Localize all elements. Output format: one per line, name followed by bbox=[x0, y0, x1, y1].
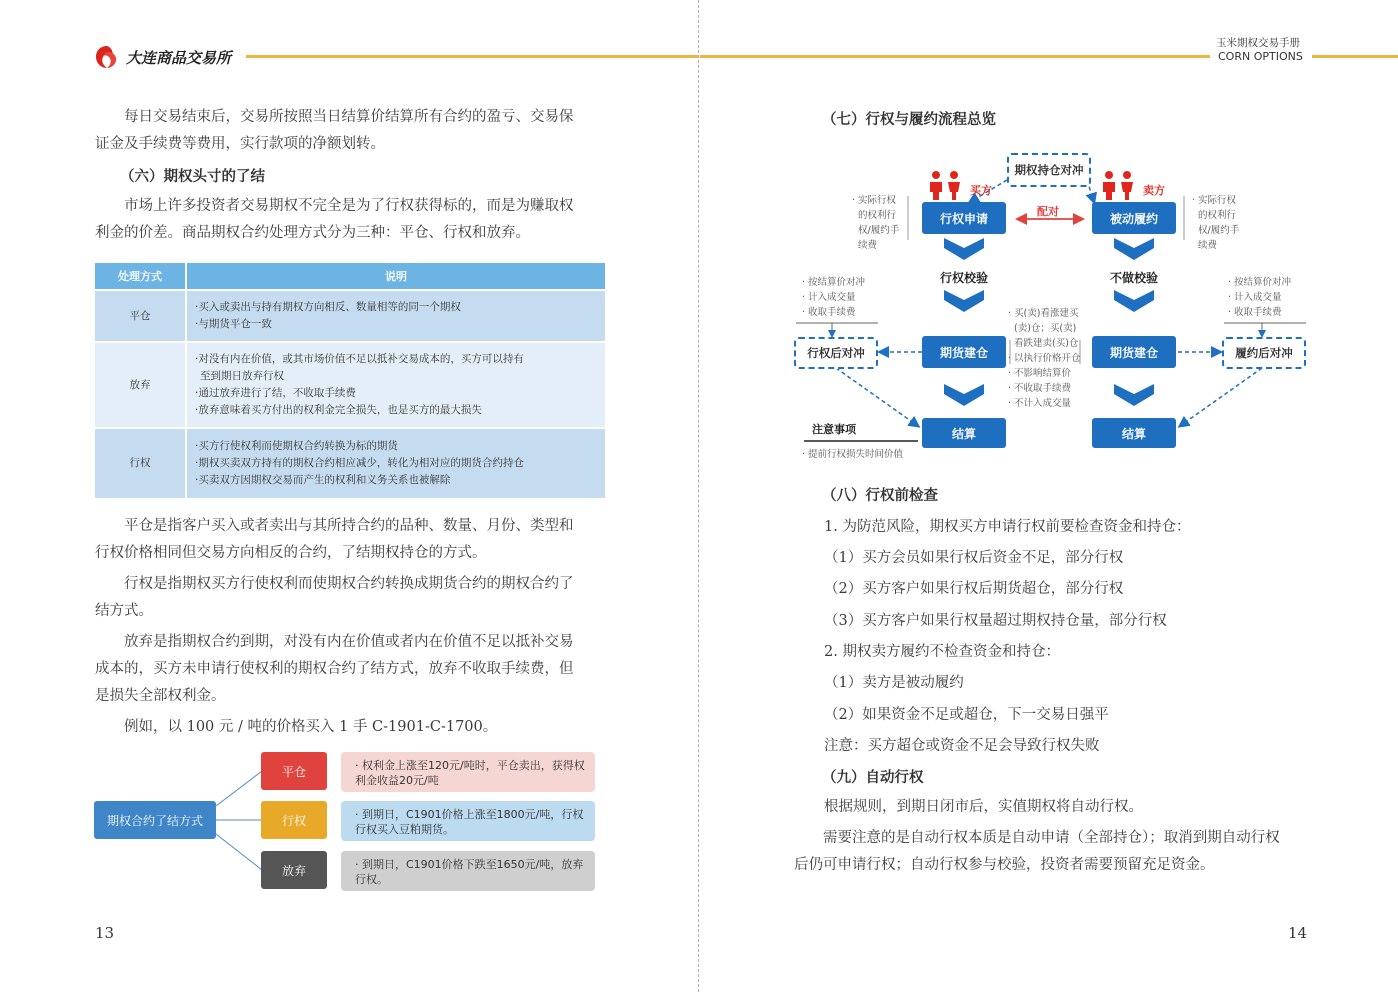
brand-name: 大连商品交易所 bbox=[126, 49, 232, 67]
note-line: 权/履约手 bbox=[858, 225, 900, 236]
header-rule-right-b bbox=[1312, 55, 1398, 58]
list-item: （2）如果资金不足或超仓，下一交易日强平 bbox=[824, 707, 1109, 723]
note-line: · 计入成交量 bbox=[1228, 292, 1282, 303]
desc-line: ·对没有内在价值，或其市场价值不足以抵补交易成本的，买方可以持有 bbox=[195, 353, 524, 365]
desc-line: ·买卖双方因期权交易而产生的权利和义务关系也被解除 bbox=[195, 474, 451, 486]
list-item: 2. 期权卖方履约不检查资金和持仓： bbox=[824, 644, 1060, 660]
note-line: · 不收取手续费 bbox=[1008, 383, 1072, 394]
page-number-left: 13 bbox=[95, 924, 115, 942]
section-heading-8: （八）行权前检查 bbox=[822, 488, 938, 504]
hedge-after-exercise-box: 行权后对冲 bbox=[794, 337, 878, 369]
branch-abandon-note: · 到期日，C1901价格下跌至1650元/吨，放弃行权。 bbox=[341, 851, 595, 891]
text-line: 平仓是指客户买入或者卖出与其所持合约的品种、数量、月份、类型和 bbox=[124, 518, 574, 534]
desc-line: ·买方行使权利而使期权合约转换为标的期货 bbox=[195, 440, 398, 452]
note-line: · 实际行权 bbox=[852, 195, 897, 206]
pairing-label: 配对 bbox=[1037, 205, 1059, 218]
chevron-down-icon bbox=[1114, 290, 1154, 316]
text-line: 是损失全部权利金。 bbox=[95, 688, 226, 704]
desc-line: ·与期货平仓一致 bbox=[195, 318, 272, 330]
note-line: · 不影响结算价 bbox=[1008, 368, 1072, 379]
text-line: 每日交易结束后，交易所按照当日结算价结算所有合约的盈亏、交易保 bbox=[124, 109, 574, 125]
branch-close-note: · 权利金上涨至120元/吨时，平仓卖出，获得权利金收益20元/吨 bbox=[341, 752, 595, 792]
text-line: 需要注意的是自动行权本质是自动申请（全部持仓）；取消到期自动行权 bbox=[823, 830, 1280, 846]
note-line: · 按结算价对冲 bbox=[1228, 277, 1292, 288]
seller-label: 卖方 bbox=[1143, 184, 1165, 197]
list-item: （3）买方客户如果行权量超过期权持仓量，部分行权 bbox=[824, 613, 1167, 629]
passive-performance-box: 被动履约 bbox=[1092, 202, 1176, 234]
text-line: 证金及手续费等费用，实行款项的净额划转。 bbox=[95, 136, 385, 152]
header-rule-right-a bbox=[700, 55, 1210, 58]
text-line: 后仍可申请行权；自动行权参与校验，投资者需要预留充足资金。 bbox=[794, 857, 1215, 873]
note-line: 权/履约手 bbox=[1198, 225, 1240, 236]
desc-line: ·买入或卖出与持有期权方向相反、数量相等的同一个期权 bbox=[195, 301, 461, 313]
table-cell-method: 行权 bbox=[95, 428, 186, 498]
table-header-method: 处理方式 bbox=[95, 263, 186, 290]
note-center bbox=[1008, 306, 1081, 411]
text-line: 结方式。 bbox=[95, 603, 153, 619]
chevron-down-icon bbox=[1114, 384, 1154, 410]
buyer-label: 买方 bbox=[970, 184, 992, 197]
note-line: 续费 bbox=[1198, 240, 1218, 251]
paragraph-auto-exercise: 根据规则，到期日闭市后，实值期权将自动行权。 bbox=[824, 799, 1143, 815]
text-line: 放弃是指期权合约到期，对没有内在价值或者内在价值不足以抵补交易 bbox=[124, 634, 574, 650]
note-line: · 实际行权 bbox=[1192, 195, 1237, 206]
list-item: 注意：买方超仓或资金不足会导致行权失败 bbox=[824, 738, 1100, 754]
branch-exercise-box: 行权 bbox=[261, 801, 327, 839]
note-line: (卖)仓；买(卖) bbox=[1014, 323, 1077, 334]
branch-exercise-note: · 到期日，C1901价格上涨至1800元/吨，行权 行权买入豆粕期货。 bbox=[341, 801, 595, 841]
list-item: （2）买方客户如果行权后期货超仓，部分行权 bbox=[824, 581, 1124, 597]
paragraph-auto-exercise-note bbox=[794, 825, 1314, 879]
futures-open-left-box: 期货建仓 bbox=[922, 336, 1006, 368]
text-line: 成本的，买方未申请行使权利的期权合约了结方式，放弃不收取手续费，但 bbox=[95, 661, 574, 677]
chevron-down-icon bbox=[944, 384, 984, 410]
note-line: · 收取手续费 bbox=[1228, 307, 1282, 318]
note-line: · 以执行价格开仓 bbox=[1008, 353, 1081, 364]
table-header-desc: 说明 bbox=[186, 263, 605, 290]
section-heading-6: （六）期权头寸的了结 bbox=[120, 169, 265, 185]
section-heading-9: （九）自动行权 bbox=[822, 770, 924, 786]
manual-title: 玉米期权交易手册 bbox=[1216, 37, 1300, 49]
caution-title: 注意事项 bbox=[812, 423, 856, 436]
note-line: 续费 bbox=[858, 240, 878, 251]
note-left-mid bbox=[802, 275, 865, 320]
desc-line: ·放弃意味着买方付出的权利金完全损失，也是买方的最大损失 bbox=[195, 404, 482, 416]
list-item: （1）卖方是被动履约 bbox=[824, 675, 964, 691]
note-right-mid bbox=[1228, 275, 1291, 320]
note-line: · 不计入成交量 bbox=[1008, 398, 1072, 409]
list-item: （1）买方会员如果行权后资金不足，部分行权 bbox=[824, 550, 1124, 566]
table-cell-method: 放弃 bbox=[95, 342, 186, 428]
note-line: · 收取手续费 bbox=[802, 307, 856, 318]
branch-close-box: 平仓 bbox=[261, 752, 327, 790]
note-line: 的权利行 bbox=[858, 210, 897, 221]
branch-abandon-box: 放弃 bbox=[261, 851, 327, 889]
buyer-people-icon bbox=[928, 170, 968, 204]
option-position-hedge-box: 期权持仓对冲 bbox=[1007, 153, 1091, 187]
note-line: · 按结算价对冲 bbox=[802, 277, 866, 288]
desc-line: ·通过放弃进行了结，不收取手续费 bbox=[195, 387, 356, 399]
settlement-left-box: 结算 bbox=[922, 418, 1006, 448]
exercise-check-label: 行权校验 bbox=[940, 271, 989, 285]
note-line: · 买(卖)看涨建买 bbox=[1008, 308, 1079, 319]
chevron-down-icon bbox=[944, 290, 984, 316]
seller-people-icon bbox=[1101, 170, 1141, 204]
note-line: · 计入成交量 bbox=[802, 292, 856, 303]
desc-line: ·期权买卖双方持有的期权合约相应减少，转化为相对应的期货合约持仓 bbox=[195, 457, 524, 469]
hedge-after-performance-box: 履约后对冲 bbox=[1222, 337, 1306, 369]
chevron-down-icon bbox=[944, 238, 984, 264]
note-right-top bbox=[1192, 193, 1239, 253]
text-line: 行权是指期权买方行使权利而使期权合约转换成期货合约的期权合约了 bbox=[124, 576, 574, 592]
chevron-down-icon bbox=[1114, 238, 1154, 264]
caution-text: · 提前行权损失时间价值 bbox=[802, 449, 904, 460]
exercise-apply-box: 行权申请 bbox=[922, 202, 1006, 234]
note-left-top bbox=[852, 193, 899, 253]
note-line: 看跌建卖(买)仓 bbox=[1014, 338, 1079, 349]
section-heading-7: （七）行权与履约流程总览 bbox=[822, 112, 996, 128]
text-line: 市场上许多投资者交易期权不完全是为了行权获得标的，而是为赚取权 bbox=[124, 198, 574, 214]
settlement-root-box: 期权合约了结方式 bbox=[94, 801, 216, 839]
futures-open-right-box: 期货建仓 bbox=[1092, 336, 1176, 368]
list-item: 1. 为防范风险，期权买方申请行权前要检查资金和持仓： bbox=[824, 519, 1191, 535]
page-number-right: 14 bbox=[1288, 924, 1308, 942]
text-line: 利金的价差。商品期权合约处理方式分为三种：平仓、行权和放弃。 bbox=[95, 225, 530, 241]
settlement-right-box: 结算 bbox=[1092, 418, 1176, 448]
desc-line: 至到期日放弃行权 bbox=[200, 370, 284, 382]
text-line: 行权价格相同但交易方向相反的合约，了结期权持仓的方式。 bbox=[95, 545, 487, 561]
table-cell-method: 平仓 bbox=[95, 290, 186, 342]
no-check-label: 不做校验 bbox=[1110, 271, 1159, 285]
manual-subtitle: CORN OPTIONS bbox=[1218, 50, 1303, 63]
paragraph-example: 例如，以 100 元 / 吨的价格买入 1 手 C-1901-C-1700。 bbox=[124, 719, 498, 735]
note-line: 的权利行 bbox=[1198, 210, 1237, 221]
